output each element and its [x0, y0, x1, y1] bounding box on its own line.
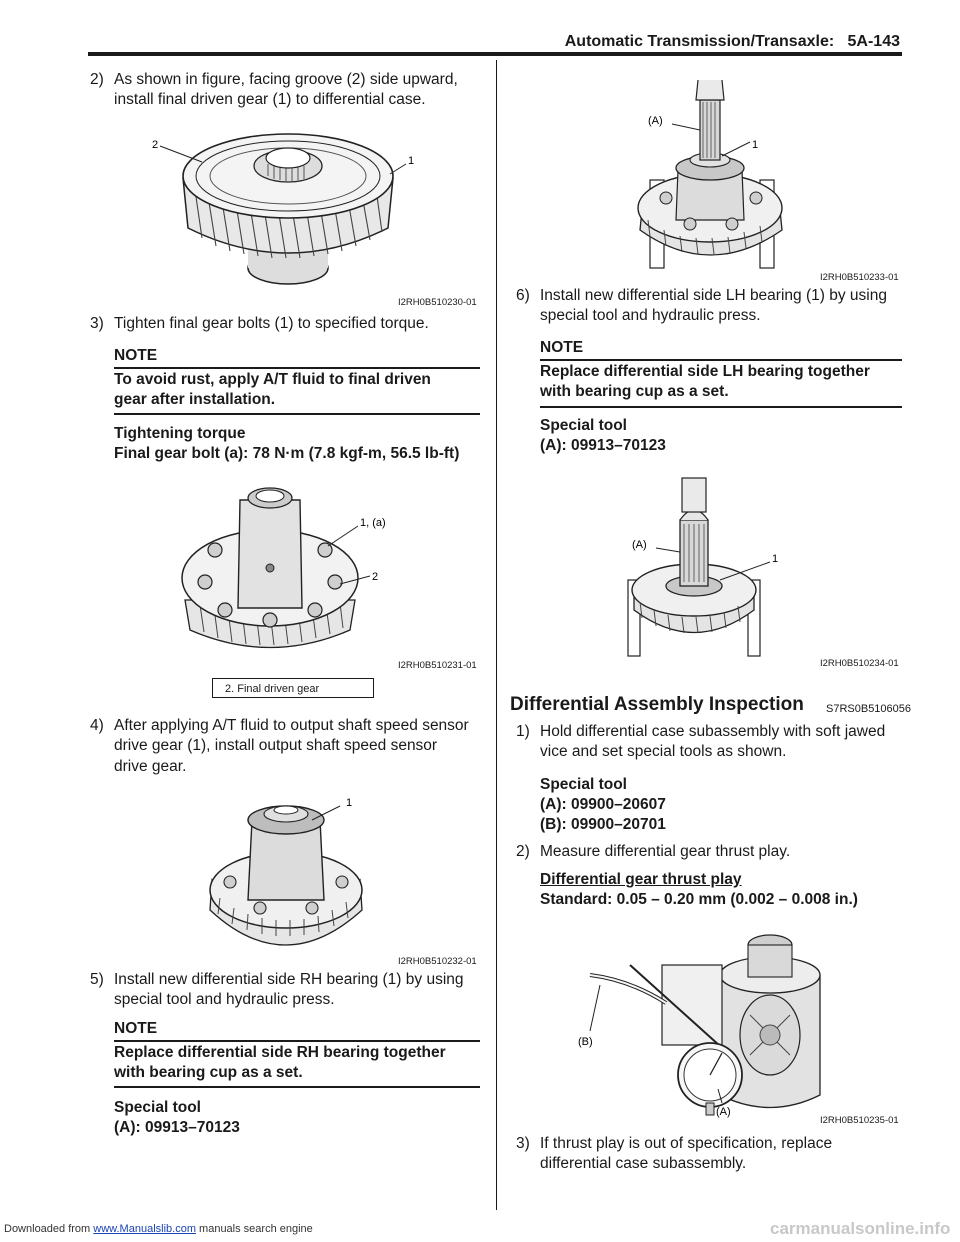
- step-2: [90, 70, 480, 115]
- press-tool-illustration: [620, 470, 910, 660]
- step-number: 6): [516, 287, 530, 304]
- callout-2: 2: [372, 571, 379, 583]
- page-number: 5A-143: [847, 33, 900, 50]
- note-rule-top: [114, 1040, 480, 1042]
- tool-number-a: (A): 09900–20607: [540, 796, 666, 813]
- note-label: NOTE: [540, 339, 584, 356]
- step-text: Hold differential case subassembly with soft jawed vice and set special tools as shown.: [540, 723, 886, 761]
- tool-title: Special tool: [540, 776, 627, 793]
- step-6: [516, 286, 906, 331]
- spec-title: Differential gear thrust play: [540, 871, 742, 888]
- step-3: [90, 314, 480, 336]
- watermark: carmanualsonline.info: [770, 1219, 951, 1238]
- section-code: S7RS0B5106056: [826, 703, 912, 715]
- note-rule-bottom: [540, 406, 902, 408]
- figure-thrust-play-measurement: [570, 925, 910, 1120]
- figure-id: I2RH0B510231-01: [398, 660, 477, 671]
- spec-value: Standard: 0.05 – 0.20 mm (0.002 – 0.008 in.): [540, 891, 858, 908]
- inspection-step-2: [516, 842, 906, 864]
- footer-source: [4, 1222, 313, 1237]
- callout-B: (B): [578, 1036, 593, 1048]
- callout-A: (A): [632, 539, 647, 551]
- footer-prefix: Downloaded from: [4, 1223, 94, 1235]
- note-rule-bottom: [114, 1086, 480, 1088]
- inspection-step-1: [516, 722, 906, 767]
- figure-press-lh-bearing: [610, 80, 910, 270]
- figure-id: I2RH0B510230-01: [398, 297, 477, 308]
- callout-1: 1: [752, 139, 759, 151]
- step-number: 5): [90, 971, 104, 988]
- tool-title: Special tool: [114, 1099, 201, 1116]
- step-text: After applying A/T fluid to output shaft speed sensor drive gear (1), install output shaft speed sensor drive gear.: [114, 717, 469, 775]
- figure-id: I2RH0B510234-01: [820, 658, 899, 669]
- callout-A: (A): [648, 115, 663, 127]
- figure-final-gear-bolts: [180, 480, 480, 660]
- step-number: 1): [516, 723, 530, 740]
- callout-2: 2: [152, 139, 159, 151]
- press-illustration: [610, 80, 910, 270]
- inspection-step-3: [516, 1134, 906, 1179]
- note-text: Replace differential side RH bearing together with bearing cup as a set.: [114, 1044, 446, 1082]
- figure-legend: 2. Final driven gear: [212, 678, 374, 698]
- step-number: 2): [516, 843, 530, 860]
- diff-case-illustration: [180, 480, 480, 660]
- step-text: As shown in figure, facing groove (2) side upward, install final driven gear (1) to differential case.: [114, 71, 458, 109]
- step-text: Tighten final gear bolts (1) to specified torque.: [114, 315, 429, 332]
- tool-number: (A): 09913–70123: [114, 1119, 240, 1136]
- step-number: 3): [516, 1135, 530, 1152]
- step-4: [90, 716, 480, 784]
- callout-1: 1: [772, 553, 779, 565]
- gear-illustration: [150, 118, 480, 308]
- callout-A: (A): [716, 1106, 731, 1118]
- tool-number-b: (B): 09900–20701: [540, 816, 666, 833]
- section-title: Differential Assembly Inspection: [510, 694, 804, 715]
- figure-final-driven-gear: [150, 118, 480, 308]
- figure-speed-sensor-drive-gear: [200, 790, 480, 960]
- torque-value: Final gear bolt (a): 78 N·m (7.8 kgf-m, 56.5 lb-ft): [114, 445, 460, 462]
- page-header: [565, 31, 900, 52]
- torque-title: Tightening torque: [114, 425, 246, 442]
- callout-1: 1: [346, 797, 353, 809]
- step-number: 2): [90, 71, 104, 88]
- callout-1: 1: [408, 155, 415, 167]
- figure-press-bearing-tool: [620, 470, 910, 660]
- note-rule-bottom: [114, 413, 480, 415]
- note-label: NOTE: [114, 1020, 158, 1037]
- tool-number: (A): 09913–70123: [540, 437, 666, 454]
- step-text: Install new differential side RH bearing (1) by using special tool and hydraulic press.: [114, 971, 464, 1009]
- note-rule-top: [114, 367, 480, 369]
- callout-1a: 1, (a): [360, 517, 386, 529]
- note-label: NOTE: [114, 347, 158, 364]
- step-number: 4): [90, 717, 104, 734]
- figure-id: I2RH0B510235-01: [820, 1115, 899, 1126]
- note-text: Replace differential side LH bearing together with bearing cup as a set.: [540, 363, 870, 401]
- note-text: To avoid rust, apply A/T fluid to final driven gear after installation.: [114, 371, 431, 409]
- tool-title: Special tool: [540, 417, 627, 434]
- drive-gear-illustration: [200, 790, 480, 960]
- note-rule-top: [540, 359, 902, 361]
- footer-suffix: manuals search engine: [195, 1223, 313, 1235]
- step-5: [90, 970, 480, 1015]
- column-divider: [496, 60, 497, 1210]
- figure-id: I2RH0B510232-01: [398, 956, 477, 967]
- figure-id: I2RH0B510233-01: [820, 272, 899, 283]
- manualslib-link[interactable]: www.Manualslib.com: [93, 1223, 196, 1235]
- header-rule: [88, 52, 902, 56]
- step-number: 3): [90, 315, 104, 332]
- dial-gauge-illustration: [570, 925, 910, 1120]
- header-title: Automatic Transmission/Transaxle:: [564, 33, 835, 50]
- step-text: Install new differential side LH bearing (1) by using special tool and hydraulic press.: [540, 287, 887, 325]
- step-text: Measure differential gear thrust play.: [540, 843, 791, 860]
- step-text: If thrust play is out of specification, replace differential case subassembly.: [540, 1135, 833, 1173]
